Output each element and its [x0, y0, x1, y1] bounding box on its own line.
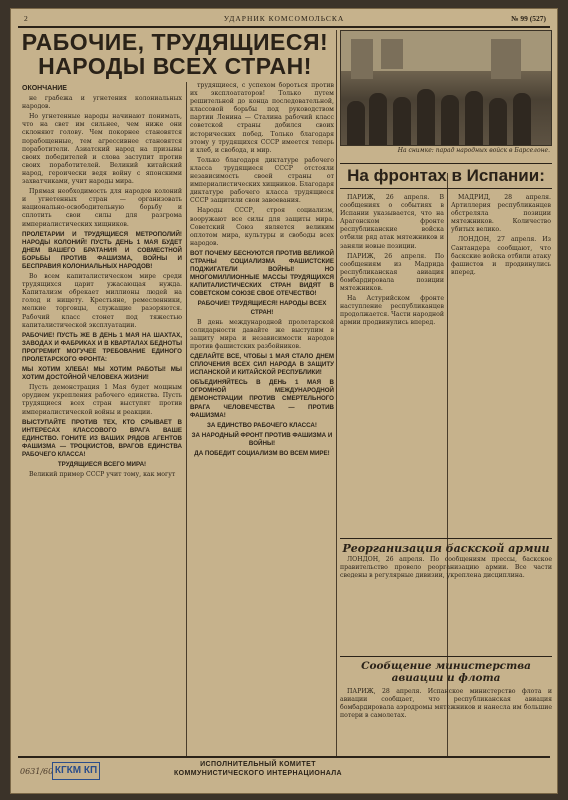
main-headline: [20, 30, 330, 78]
archive-stamp: КГКМ КП: [52, 762, 100, 780]
paragraph: трудящиеся, с успехом бороться против их эксплоататоров! Только путем решительной до конца последовательной, классовой борьбы под руководством партии Ленина — Сталина рабочий класс советской страны добился своих исторических побед. Только благодаря этому у трудящихся СССР имеется теперь и хлеб, и свобода, и мир.: [190, 82, 334, 154]
paragraph: Только благодаря диктатуре рабочего класса трудящиеся СССР отстояли независимость своей страны от империалистических хищников. Благодаря диктатуре рабочего класса трудящиеся СССР защитили свои завоевания.: [190, 156, 334, 205]
photo-figure: [417, 89, 435, 145]
page-number: 2: [24, 14, 28, 23]
slogan: МЫ ХОТИМ ХЛЕБА! МЫ ХОТИМ РАБОТЫ! МЫ ХОТИМ ДОСТОЙНОЙ ЧЕЛОВЕКА ЖИЗНИ!: [22, 366, 182, 382]
spain-front-headline: На фронтах в Испании:: [340, 163, 552, 189]
newspaper-page: [10, 8, 558, 794]
issue-number: № 99 (527): [510, 14, 546, 23]
slogan: РАБОЧИЕ! ПУСТЬ ЖЕ В ДЕНЬ 1 МАЯ НА ШАХТАХ, ЗАВОДАХ И ФАБРИКАХ И В КВАРТАЛАХ БЕДНОТЫ ПРОГРЕМИТ МОГУЧЕЕ ТРЕБОВАНИЕ ЕДИНОГО ПРОЛЕТАРСКОГО ФРОНТА:: [22, 331, 182, 363]
slogan: ЗА ЕДИНСТВО РАБОЧЕГО КЛАССА!: [207, 421, 317, 429]
news-item: МАДРИД, 28 апреля. Артиллерия республиканцев обстреляла позиции мятежников. Количество убитых велико.: [451, 194, 551, 234]
slogan: СДЕЛАЙТЕ ВСЕ, ЧТОБЫ 1 МАЯ СТАЛО ДНЕМ СПЛОЧЕНИЯ ВСЕХ СИЛ НАРОДА В ЗАЩИТУ ИСПАНСКОЙ И КИТАЙСКОЙ РЕСПУБЛИКИ!: [190, 353, 334, 377]
photo-building: [491, 39, 521, 79]
spain-column-right: [451, 194, 551, 534]
news-item: На Астурийском фронте наступление республиканцев продолжается. Части народной армии продвинулись вперед.: [340, 295, 444, 327]
continuation-label: ОКОНЧАНИЕ: [22, 85, 67, 92]
basque-article: [340, 556, 552, 652]
paragraph: Но угнетенные народы начинают понимать, что на свет им сильнее, чем ниже они склоняют голову. Чем покорнее становятся порабощенные, тем агрессивнее становятся поработители. Азиатский народ на призывы своих победителей и слова заступит против своих поработителей. Великий китайский народ, героически ведя войну с японскими захватчиками, учит народы мира.: [22, 113, 182, 186]
photo-figure: [489, 98, 507, 145]
slogan: ЗА НАРОДНЫЙ ФРОНТ ПРОТИВ ФАШИЗМА И ВОЙНЫ!: [191, 431, 333, 447]
aviation-headline: Сообщение министерства авиации и флота: [340, 656, 552, 684]
paragraph: Во всем капиталистическом мире среди трудящихся царит ужасающая нужда. Капитализм обрекает миллионы людей на голод и нищету. Крестьяне, ремесленники, мелкие торговцы, служащие разоряются. Рабочий класс стонет под тяжестью капиталистической эксплуатации.: [22, 273, 182, 329]
slogan: РАБОЧИЕ! ТРУДЯЩИЕСЯ! НАРОДЫ ВСЕХ СТРАН!: [197, 300, 327, 316]
column-divider: [186, 82, 187, 756]
publisher-name: КОММУНИСТИЧЕСКОГО ИНТЕРНАЦИОНАЛА: [174, 770, 342, 777]
column-divider: [336, 30, 337, 756]
page-header: [18, 12, 550, 28]
photo-figure: [441, 95, 459, 145]
publisher-name: ИСПОЛНИТЕЛЬНЫЙ КОМИТЕТ: [200, 761, 316, 768]
aviation-article: [340, 688, 552, 754]
paragraph: В день международной пролетарской солидарности давайте же выступим в защиту мира и независимости народов против фашистских разбойников.: [190, 318, 334, 350]
slogan: ТРУДЯЩИЕСЯ ВСЕГО МИРА!: [57, 461, 147, 469]
page-footer: [18, 756, 550, 788]
slogan: ПРОЛЕТАРИИ И ТРУДЯЩИЕСЯ МЕТРОПОЛИЙ! НАРОДЫ КОЛОНИЙ! ПУСТЬ ДЕНЬ 1 МАЯ БУДЕТ ДНЕМ ВАШЕГО БРАТАНИЯ И СОВМЕСТНОЙ БОРЬБЫ ПРОТИВ ФАШИЗМА, ВОЙНЫ И БЕСПРАВИЯ КОЛОНИАЛЬНЫХ НАРОДОВ!: [22, 230, 182, 270]
photo-figure: [369, 93, 387, 145]
paragraph: Пусть демонстрация 1 Мая будет мощным орудием укрепления рабочего единства. Пусть трудящиеся всех стран выступят против империалистической войны и реакции.: [22, 384, 182, 416]
paragraph: Великий пример СССР учит тому, как могут: [29, 471, 176, 479]
photo-figure: [513, 93, 531, 145]
archive-handwritten-number: 0631/60: [20, 767, 54, 776]
basque-army-headline: Реорганизация баскской армии: [340, 538, 552, 555]
slogan: ВОТ ПОЧЕМУ БЕСНУЮТСЯ ПРОТИВ ВЕЛИКОЙ СТРАНЫ СОЦИАЛИЗМА ФАШИСТСКИЕ ПОДЖИГАТЕЛИ ВОЙНЫ! НО МНОГОМИЛЛИОННЫЕ МАССЫ ТРУДЯЩИХСЯ КАПИТАЛИСТИЧЕСКИХ СТРАН ВИДЯТ В СОВЕТСКОМ СОЮЗЕ СВОЕ ОТЕЧЕСТВО!: [190, 249, 334, 298]
parade-photo: [340, 30, 552, 146]
paragraph: Народы СССР, строя социализм, вооружают все силы для защиты мира. Советский Союз является великим оплотом мира, культуры и свободы всех народов.: [190, 207, 334, 247]
headline-line-2: НАРОДЫ ВСЕХ СТРАН!: [38, 53, 312, 79]
slogan: ДА ПОБЕДИТ СОЦИАЛИЗМ ВО ВСЕМ МИРЕ!: [194, 450, 330, 458]
photo-caption: На снимке: парад народных войск в Барселоне.: [397, 147, 550, 154]
news-item: ЛОНДОН, 27 апреля. Из Сантандера сообщают, что баскские войска отбили атаку фашистов и продвинулись вперед.: [451, 236, 551, 276]
photo-figure: [465, 91, 483, 145]
photo-building: [351, 39, 373, 79]
news-item: ЛОНДОН, 26 апреля. По сообщениям прессы, баскское правительство провело реорганизацию армии. Все части сведены в регулярные дивизии, укреплена дисциплина.: [340, 556, 552, 580]
photo-figure: [347, 101, 365, 145]
slogan: ОБЪЕДИНЯЙТЕСЬ В ДЕНЬ 1 МАЯ В ОГРОМНОЙ МЕЖДУНАРОДНОЙ ДЕМОНСТРАЦИИ ПРОТИВ СМЕРТЕЛЬНОГО ВРАГА ЧЕЛОВЕЧЕСТВА — ПРОТИВ ФАШИЗМА!: [190, 379, 334, 419]
publisher-line: [108, 760, 408, 778]
appeal-column-1: [22, 82, 182, 754]
spain-column-left: [340, 194, 444, 534]
appeal-column-2: [190, 82, 334, 754]
headline-line-1: РАБОЧИЕ, ТРУДЯЩИЕСЯ!: [21, 29, 329, 55]
newspaper-title: УДАРНИК КОМСОМОЛЬСКА: [223, 14, 345, 23]
slogan: ВЫСТУПАЙТЕ ПРОТИВ ТЕХ, КТО СРЫВАЕТ В ИНТЕРЕСАХ КЛАССОВОГО ВРАГА ВАШЕ ЕДИНСТВО. ГОНИТЕ ИЗ ВАШИХ РЯДОВ АГЕНТОВ ФАШИЗМА — ТРОЦКИСТОВ, ВРАГОВ ЕДИНСТВА РАБОЧЕГО КЛАССА!: [22, 418, 182, 459]
photo-building: [381, 39, 403, 69]
paragraph: Прямая необходимость для народов колоний и угнетенных стран — организовать национально-освободительную борьбу и сплотить свои силы для разгрома империалистических хищников.: [22, 188, 182, 228]
photo-figure: [393, 97, 411, 145]
news-item: ПАРИЖ, 26 апреля. По сообщениям из Мадрида республиканская авиация бомбардировала позиции мятежников.: [340, 252, 444, 293]
news-item: ПАРИЖ, 26 апреля. В сообщениях о событиях в Испании указывается, что на Арагонском фронте республиканские войска отбили ряд атак мятежников и заняли новые позиции.: [340, 194, 444, 250]
news-item: ПАРИЖ, 28 апреля. Испанское министерство флота и авиации сообщает, что республиканская авиация бомбардировала аэродромы мятежников и нанесла им большие потери в самолетах.: [340, 688, 552, 720]
paragraph: не грабежа и угнетения колониальных народов.: [22, 95, 182, 111]
